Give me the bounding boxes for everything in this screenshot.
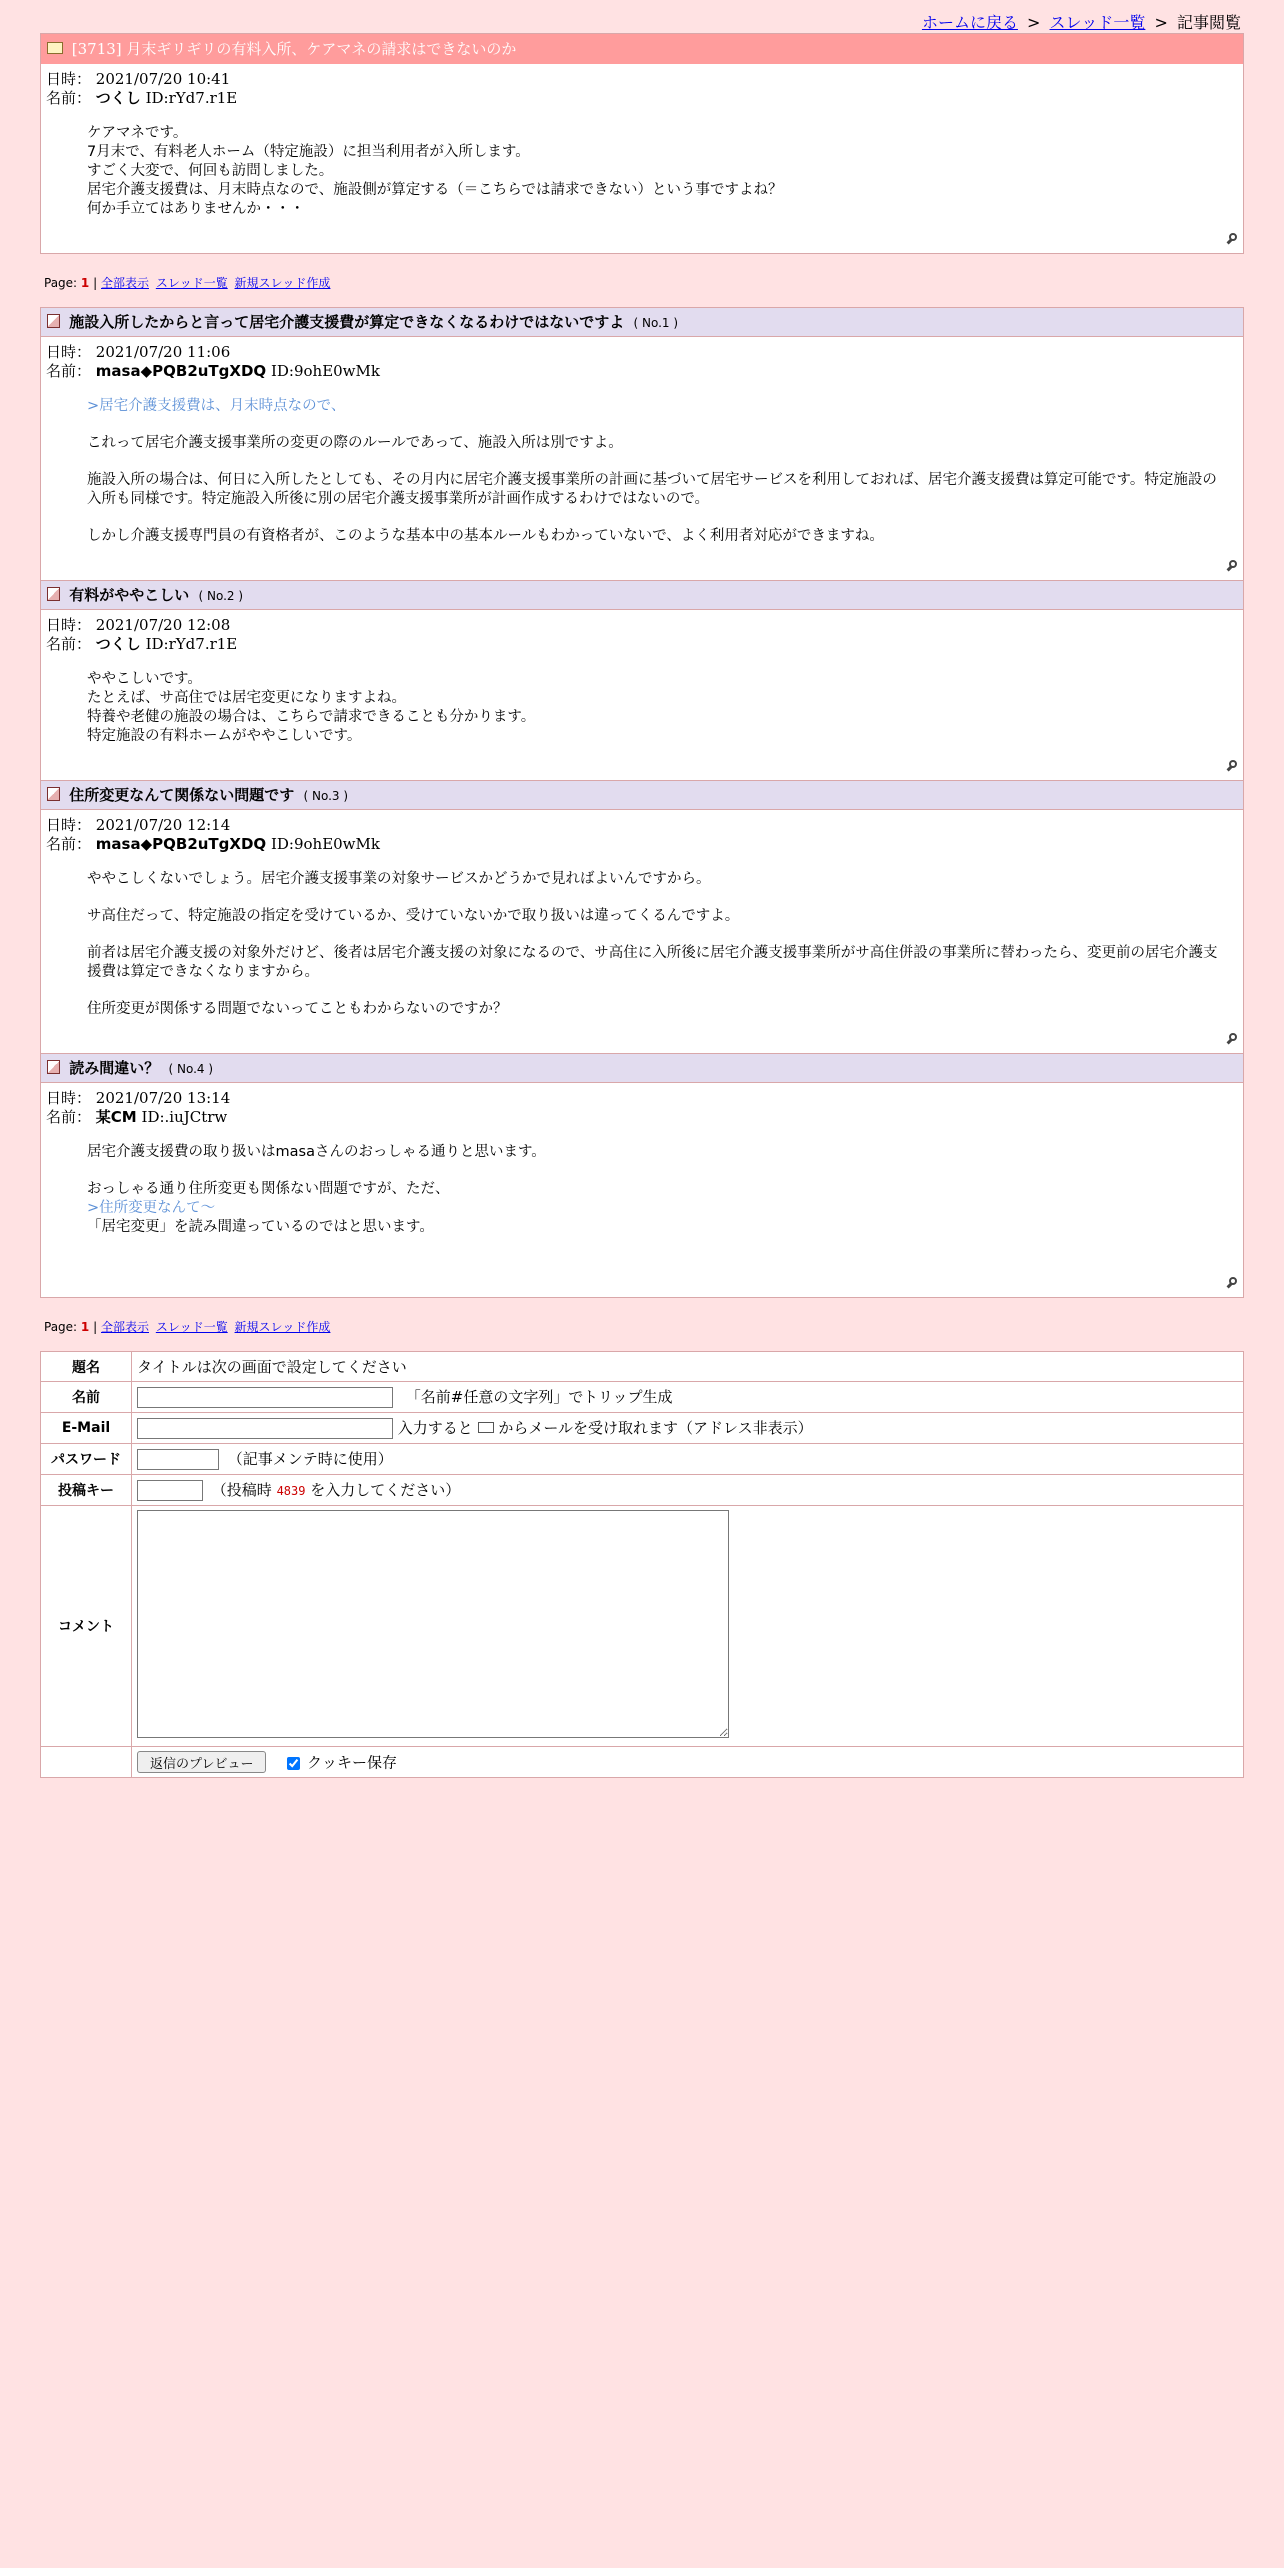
post-body — [41, 854, 1243, 1031]
breadcrumb-separator: > — [1154, 13, 1168, 32]
breadcrumb-current: 記事閲覧 — [1176, 13, 1241, 32]
reply-number: ( No.1 ) — [633, 316, 679, 330]
document-icon — [47, 787, 60, 801]
date-label: 日時： — [46, 343, 92, 361]
post-date: 2021/07/20 11:06 — [95, 343, 231, 361]
pager-label: Page: — [44, 276, 78, 290]
show-all-link[interactable]: 全部表示 — [100, 1320, 149, 1334]
post-meta — [41, 810, 1243, 854]
reply-title: 施設入所したからと言って居宅介護支援費が算定できなくなるわけではないですよ — [69, 313, 625, 331]
cookie-label: クッキー保存 — [307, 1753, 398, 1772]
password-input[interactable] — [137, 1449, 219, 1470]
date-label: 日時： — [46, 1089, 92, 1107]
poster-id: ID:9ohE0wMk — [270, 362, 380, 380]
reply-header — [41, 1053, 1243, 1083]
post-line: 7月末で、有料老人ホーム（特定施設）に担当利用者が入所します。 — [87, 144, 530, 160]
title-label: 題名 — [41, 1352, 132, 1382]
name-label: 名前： — [46, 835, 92, 853]
document-icon — [47, 587, 60, 601]
pager-current[interactable]: 1 — [80, 276, 90, 290]
reply-header — [41, 780, 1243, 810]
poster-name: つくし — [95, 635, 141, 653]
post-body — [41, 1127, 1243, 1275]
show-all-link[interactable]: 全部表示 — [100, 276, 149, 290]
replies — [40, 307, 1244, 1298]
main-post-header — [41, 34, 1243, 64]
post-paragraph: 施設入所の場合は、何日に入所したとしても、その月内に居宅介護支援事業所の計画に基づいて居宅サービスを利用しておれば、居宅介護支援費は算定可能です。特定施設の入所も同様です。特定施設入所後に別の居宅介護支援事業所が計画作成するわけではないので。 — [87, 472, 1217, 507]
reply-number: ( No.4 ) — [168, 1062, 214, 1076]
pager-top — [44, 274, 1240, 291]
mail-icon — [478, 1422, 494, 1433]
edit-wrench-icon[interactable] — [1225, 1033, 1237, 1045]
poster-id: ID:rYd7.r1E — [145, 89, 238, 107]
reply-title: 住所変更なんて関係ない問題です — [69, 786, 295, 804]
home-link[interactable]: ホームに戻る — [921, 13, 1018, 32]
poster-name: masa◆PQB2uTgXDQ — [95, 835, 267, 853]
thread-list-link[interactable]: スレッド一覧 — [1049, 13, 1146, 32]
password-note: （記事メンテ時に使用） — [227, 1450, 393, 1468]
post-date: 2021/07/20 12:14 — [95, 816, 231, 834]
quote-line: >居宅介護支援費は、月末時点なので、 — [87, 398, 346, 414]
breadcrumb-separator: > — [1027, 13, 1041, 32]
title-note: タイトルは次の画面で設定してください — [132, 1352, 1244, 1382]
folder-icon — [47, 42, 63, 54]
cookie-checkbox[interactable] — [287, 1757, 300, 1770]
post-key-note-post: を入力してください） — [310, 1481, 461, 1499]
email-note-pre: 入力すると — [397, 1419, 473, 1437]
edit-wrench-icon[interactable] — [1225, 1277, 1237, 1289]
post-paragraph: おっしゃる通り住所変更も関係ない問題ですが、ただ、 — [87, 1181, 450, 1197]
name-label: 名前： — [46, 635, 92, 653]
date-label: 日時： — [46, 816, 92, 834]
post-paragraph: しかし介護支援専門員の有資格者が、このような基本中の基本ルールもわかっていないで、よく利用者対応ができますね。 — [87, 528, 884, 544]
post-line: すごく大変で、何回も訪問しました。 — [87, 163, 334, 179]
breadcrumb — [922, 10, 1241, 33]
post-key-input[interactable] — [137, 1480, 203, 1501]
date-label: 日時： — [46, 616, 92, 634]
post-meta — [41, 64, 1243, 108]
post-paragraph: ややこしいです。 たとえば、サ高住では居宅変更になりますよね。 特養や老健の施設の場合は、こちらで請求できることも分かります。 特定施設の有料ホームがややこしいです。 — [87, 671, 536, 744]
post-paragraph: 前者は居宅介護支援の対象外だけど、後者は居宅介護支援の対象になるので、サ高住に入所後に居宅介護支援事業所がサ高住併設の事業所に替わったら、変更前の居宅介護支援費は算定できなくなりますから。 — [87, 945, 1218, 980]
reply-preview-button[interactable]: 返信のプレビュー — [137, 1751, 266, 1773]
poster-name: 某CM — [95, 1108, 137, 1126]
new-thread-link[interactable]: 新規スレッド作成 — [234, 276, 331, 290]
reply-header — [41, 308, 1243, 337]
new-thread-link[interactable]: 新規スレッド作成 — [234, 1320, 331, 1334]
post-body — [41, 654, 1243, 758]
post-date: 2021/07/20 10:41 — [95, 70, 231, 88]
reply-header — [41, 580, 1243, 610]
post-key-label: 投稿キー — [41, 1475, 132, 1506]
reply-number: ( No.2 ) — [198, 589, 244, 603]
post-meta — [41, 337, 1243, 381]
post-line: 居宅介護支援費は、月末時点なので、施設側が算定する（＝こちらでは請求できない）という事ですよね？ — [87, 182, 783, 198]
main-post-title: [3713] 月末ギリギリの有料入所、ケアマネの請求はできないのか — [71, 40, 517, 58]
document-icon — [47, 1060, 60, 1074]
poster-id: ID:9ohE0wMk — [270, 835, 380, 853]
post-paragraph: 住所変更が関係する問題でないってこともわからないのですか？ — [87, 1001, 508, 1017]
pager-current[interactable]: 1 — [80, 1320, 90, 1334]
post-paragraph: これって居宅介護支援事業所の変更の際のルールであって、施設入所は別ですよ。 — [87, 435, 623, 451]
post-key-note-pre: （投稿時 — [211, 1481, 272, 1499]
empty-cell — [41, 1747, 132, 1778]
comment-textarea[interactable] — [137, 1510, 729, 1738]
pager-bottom — [44, 1318, 1240, 1335]
post-paragraph: 「居宅変更」を読み間違っているのではと思います。 — [87, 1219, 434, 1235]
email-note-post: からメールを受け取れます（アドレス非表示） — [498, 1419, 813, 1437]
thread-list-link[interactable]: スレッド一覧 — [155, 1320, 228, 1334]
reply-title: 有料がややこしい — [69, 586, 190, 604]
comment-label: コメント — [41, 1506, 132, 1747]
name-field-label: 名前 — [41, 1382, 132, 1413]
name-label: 名前： — [46, 1108, 92, 1126]
post-key-value: 4839 — [276, 1484, 306, 1498]
post-paragraph: ややこしくないでしょう。居宅介護支援事業の対象サービスかどうかで見ればよいんですから。 — [87, 871, 711, 887]
edit-wrench-icon[interactable] — [1225, 760, 1237, 772]
post-date: 2021/07/20 12:08 — [95, 616, 231, 634]
name-note: 「名前#任意の文字列」でトリップ生成 — [405, 1388, 673, 1406]
name-label: 名前： — [46, 89, 92, 107]
edit-wrench-icon[interactable] — [1225, 560, 1237, 572]
post-meta — [41, 1083, 1243, 1127]
post-line: 何か手立てはありませんか・・・ — [87, 201, 305, 217]
post-body — [41, 381, 1243, 558]
thread-list-link[interactable]: スレッド一覧 — [155, 276, 228, 290]
post-paragraph: サ高住だって、特定施設の指定を受けているか、受けていないかで取り扱いは違ってくるんですよ。 — [87, 908, 740, 924]
edit-wrench-icon[interactable] — [1225, 233, 1237, 245]
name-label: 名前： — [46, 362, 92, 380]
name-input[interactable] — [137, 1387, 393, 1408]
reply-form — [40, 1351, 1244, 1778]
poster-id: ID:.iuJCtrw — [141, 1108, 228, 1126]
reply-number: ( No.3 ) — [303, 789, 349, 803]
pager-separator: | — [93, 276, 98, 290]
date-label: 日時： — [46, 70, 92, 88]
document-icon — [47, 314, 60, 328]
poster-id: ID:rYd7.r1E — [145, 635, 238, 653]
post-meta — [41, 610, 1243, 654]
post-paragraph: 居宅介護支援費の取り扱いはmasaさんのおっしゃる通りと思います。 — [87, 1144, 546, 1160]
pager-separator: | — [93, 1320, 98, 1334]
poster-name: つくし — [95, 89, 141, 107]
email-label: E-Mail — [41, 1413, 132, 1444]
post-line: ケアマネです。 — [87, 125, 188, 141]
quote-line: >住所変更なんて～ — [87, 1200, 216, 1216]
password-label: パスワード — [41, 1444, 132, 1475]
poster-name: masa◆PQB2uTgXDQ — [95, 362, 267, 380]
post-date: 2021/07/20 13:14 — [95, 1089, 231, 1107]
main-post — [40, 33, 1244, 254]
email-input[interactable] — [137, 1418, 393, 1439]
reply-title: 読み間違い？ — [69, 1059, 160, 1077]
post-body — [41, 108, 1243, 231]
pager-label: Page: — [44, 1320, 78, 1334]
